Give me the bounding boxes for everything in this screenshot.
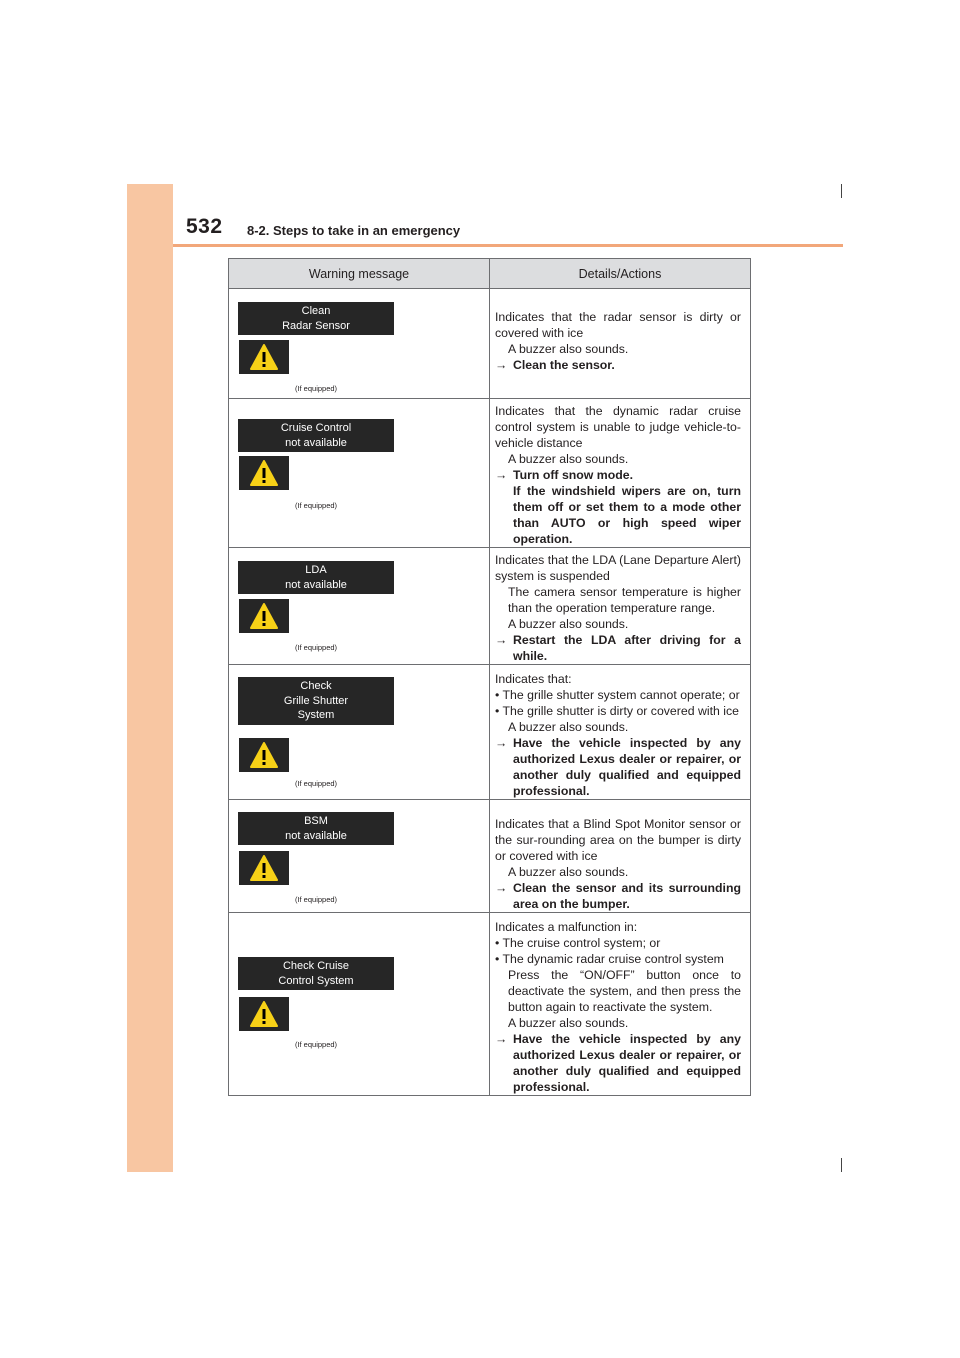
details-cell <box>490 665 751 800</box>
detail-action: → Turn off snow mode. <box>495 468 633 482</box>
warning-message-cell <box>229 800 490 913</box>
table-row <box>229 289 751 399</box>
details-cell <box>490 913 751 1096</box>
if-equipped-note: (If equipped) <box>294 895 338 904</box>
if-equipped-note: (If equipped) <box>294 779 338 788</box>
arrow-icon: → <box>495 358 508 372</box>
table-row <box>229 800 751 913</box>
crop-mark-top <box>841 184 842 198</box>
detail-note: A buzzer also sounds. <box>508 720 629 734</box>
detail-action: → Restart the LDA after driving for a while. <box>495 633 741 663</box>
table-row <box>229 399 751 548</box>
detail-bullet: • The grille shutter is dirty or covered with ice <box>495 704 739 718</box>
warning-icon <box>239 340 289 374</box>
detail-bullet: • The grille shutter system cannot operate; or <box>495 688 740 702</box>
warning-message-cell <box>229 289 490 399</box>
warning-icon <box>239 851 289 885</box>
if-equipped-note: (If equipped) <box>294 643 338 652</box>
detail-lead: Indicates that: <box>495 672 572 686</box>
details-cell <box>490 289 751 399</box>
side-color-band <box>127 184 173 1172</box>
table-row <box>229 548 751 665</box>
details-cell <box>490 399 751 548</box>
page-number: 532 <box>186 215 223 238</box>
crop-mark-bottom <box>841 1158 842 1172</box>
detail-note: A buzzer also sounds. <box>508 342 629 356</box>
if-equipped-note: (If equipped) <box>294 384 338 393</box>
header-rule <box>173 244 843 247</box>
warning-message-cell <box>229 548 490 665</box>
detail-note: A buzzer also sounds. <box>508 617 629 631</box>
detail-lead: Indicates that the radar sensor is dirty or covered with ice <box>495 310 741 340</box>
section-title: 8-2. Steps to take in an emergency <box>247 223 461 238</box>
detail-action: → Have the vehicle inspected by any authorized Lexus dealer or repairer, or another duly qualified and equipped professional. <box>495 1032 741 1094</box>
detail-lead: Indicates that the LDA (Lane Departure Alert) system is suspended <box>495 553 741 583</box>
table-header-row <box>229 259 751 289</box>
warning-icon <box>239 456 289 490</box>
display-message: Check Grille Shutter System <box>238 677 394 725</box>
if-equipped-note: (If equipped) <box>294 1040 338 1049</box>
detail-action: → Clean the sensor and its surrounding area on the bumper. <box>495 881 741 911</box>
warning-message-cell <box>229 913 490 1096</box>
details-cell <box>490 548 751 665</box>
if-equipped-note: (If equipped) <box>294 501 338 510</box>
display-message: LDA not available <box>238 561 394 594</box>
warning-message-cell <box>229 665 490 800</box>
table-row <box>229 665 751 800</box>
detail-action: → Have the vehicle inspected by any authorized Lexus dealer or repairer, or another duly qualified and equipped professional. <box>495 736 741 798</box>
detail-note: A buzzer also sounds. <box>508 452 629 466</box>
column-header-message: Warning message <box>229 259 490 289</box>
arrow-icon: → <box>495 468 508 482</box>
warning-icon <box>239 997 289 1031</box>
arrow-icon: → <box>495 736 508 750</box>
detail-bullet: • The dynamic radar cruise control system <box>495 952 724 966</box>
detail-note: Press the “ON/OFF” button once to deactivate the system, and then press the button again to reactivate the system. <box>508 968 741 1014</box>
detail-note: The camera sensor temperature is higher than the operation temperature range. <box>508 585 741 615</box>
arrow-icon: → <box>495 633 508 647</box>
detail-bullet: • The cruise control system; or <box>495 936 661 950</box>
warning-message-table <box>228 258 751 1096</box>
warning-icon <box>239 599 289 633</box>
detail-action-continued: If the windshield wipers are on, turn them off or set them to a mode other than AUTO or high speed wiper operation. <box>513 484 741 546</box>
detail-lead: Indicates that a Blind Spot Monitor sensor or the sur-rounding area on the bumper is dirty or covered with ice <box>495 817 741 863</box>
display-message: Clean Radar Sensor <box>238 302 394 335</box>
column-header-details: Details/Actions <box>490 259 751 289</box>
detail-action: → Clean the sensor. <box>495 358 615 372</box>
detail-lead: Indicates that the dynamic radar cruise control system is unable to judge vehicle-to-vehicle distance <box>495 404 741 450</box>
table-row <box>229 913 751 1096</box>
arrow-icon: → <box>495 881 508 895</box>
display-message: Check Cruise Control System <box>238 957 394 990</box>
warning-icon <box>239 738 289 772</box>
display-message: Cruise Control not available <box>238 419 394 452</box>
display-message: BSM not available <box>238 812 394 845</box>
detail-note: A buzzer also sounds. <box>508 865 629 879</box>
warning-message-cell <box>229 399 490 548</box>
details-cell <box>490 800 751 913</box>
detail-note: A buzzer also sounds. <box>508 1016 629 1030</box>
detail-lead: Indicates a malfunction in: <box>495 920 638 934</box>
arrow-icon: → <box>495 1032 508 1046</box>
